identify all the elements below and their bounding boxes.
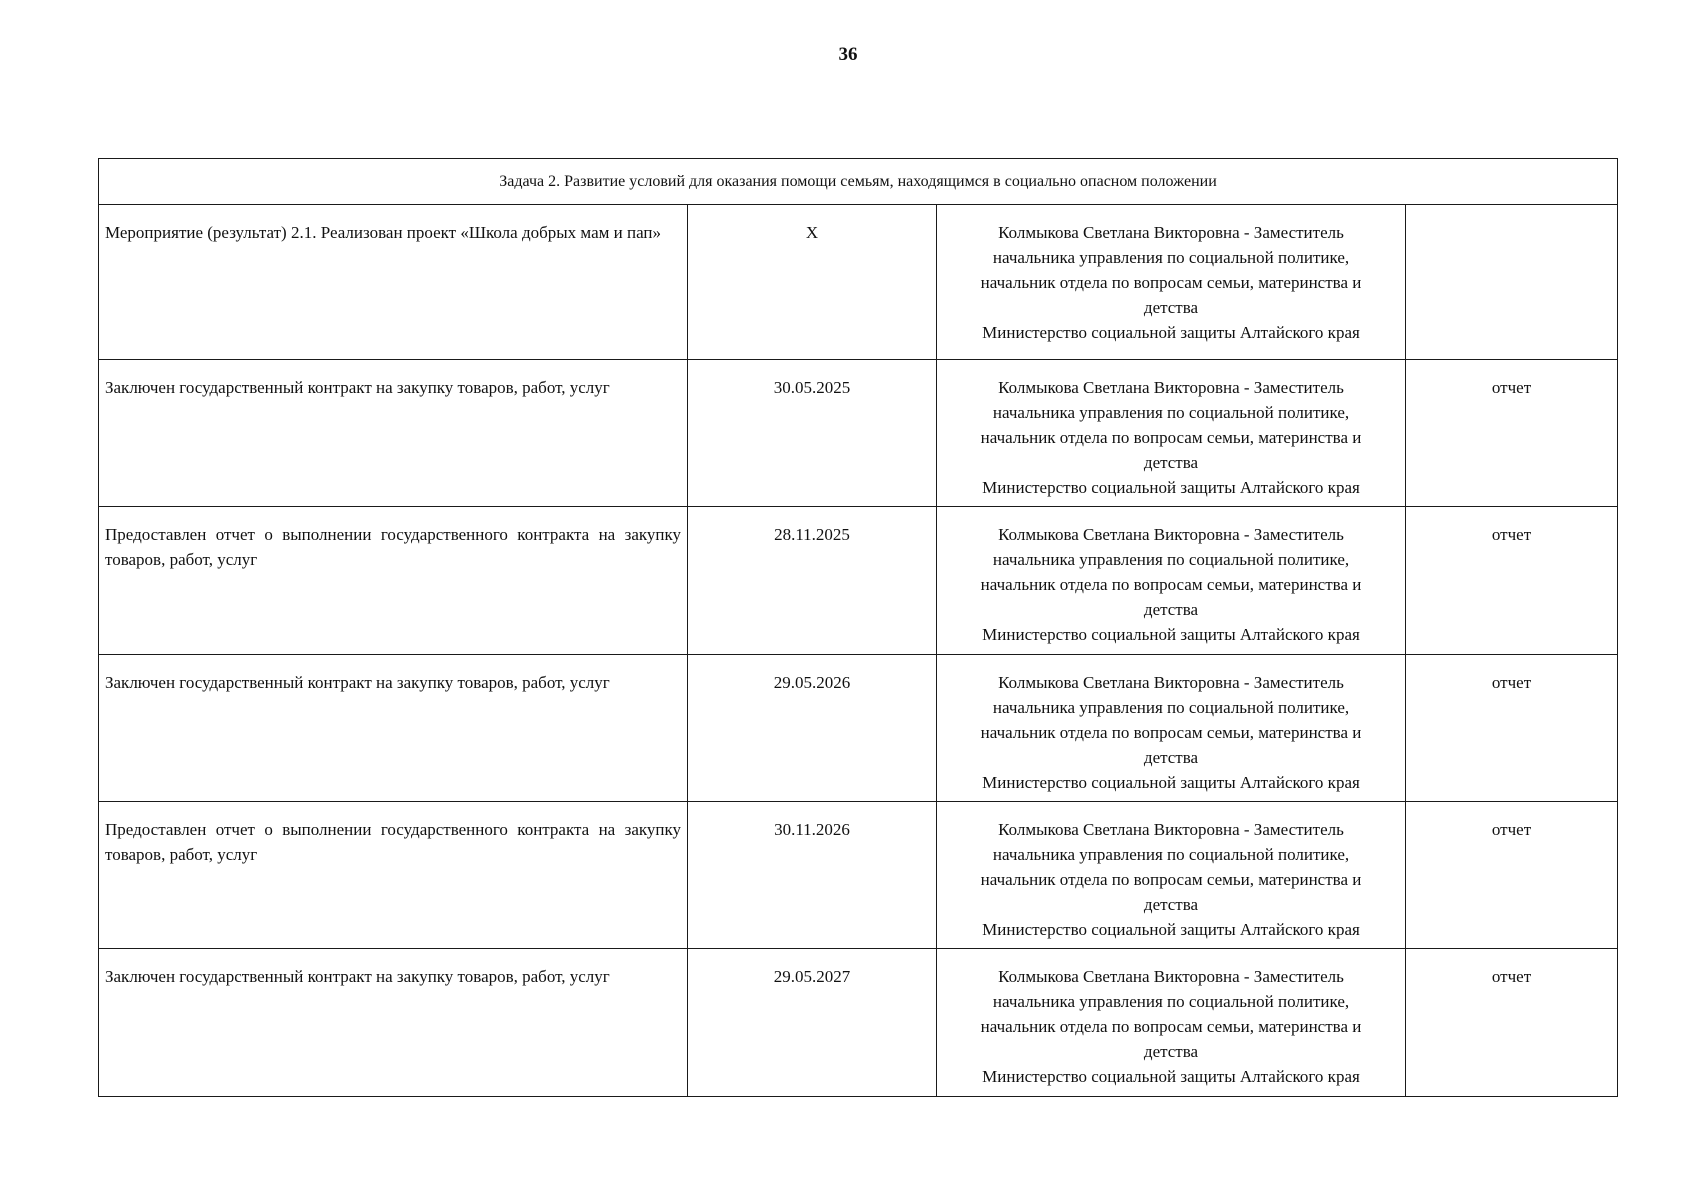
table-row: [99, 360, 1618, 507]
date-cell: 30.05.2025: [688, 360, 937, 507]
document-cell: отчет: [1406, 360, 1618, 507]
event-name-cell: Предоставлен отчет о выполнении государственного контракта на закупку товаров, работ, услуг: [99, 802, 688, 949]
document-cell: отчет: [1406, 802, 1618, 949]
responsible-line: детства: [1143, 1042, 1199, 1061]
event-name-cell: Заключен государственный контракт на закупку товаров, работ, услуг: [99, 360, 688, 507]
responsible-line: начальника управления по социальной политике,: [992, 550, 1350, 569]
event-name-cell: Заключен государственный контракт на закупку товаров, работ, услуг: [99, 655, 688, 802]
responsible-line: Колмыкова Светлана Викторовна - Заместитель: [998, 223, 1344, 242]
table-row: [99, 655, 1618, 802]
date-cell: 29.05.2026: [688, 655, 937, 802]
responsible-line: детства: [1143, 895, 1199, 914]
responsible-line: Министерство социальной защиты Алтайского края: [982, 478, 1360, 497]
date-cell: 30.11.2026: [688, 802, 937, 949]
responsible-line: Колмыкова Светлана Викторовна - Заместитель: [998, 525, 1344, 544]
responsible-line: начальник отдела по вопросам семьи, материнства и: [980, 1017, 1362, 1036]
responsible-line: начальника управления по социальной политике,: [992, 845, 1350, 864]
responsible-line: Министерство социальной защиты Алтайского края: [982, 920, 1360, 939]
date-cell: X: [688, 205, 937, 360]
responsible-line: Колмыкова Светлана Викторовна - Заместитель: [998, 820, 1344, 839]
responsible-line: начальник отдела по вопросам семьи, материнства и: [980, 723, 1362, 742]
responsible-line: Министерство социальной защиты Алтайского края: [982, 1067, 1360, 1086]
responsible-line: начальник отдела по вопросам семьи, материнства и: [980, 428, 1362, 447]
responsible-line: начальника управления по социальной политике,: [992, 248, 1350, 267]
document-cell: [1406, 205, 1618, 360]
event-name-cell: Мероприятие (результат) 2.1. Реализован проект «Школа добрых мам и пап»: [99, 205, 688, 360]
responsible-line: детства: [1143, 298, 1199, 317]
responsible-line: детства: [1143, 600, 1199, 619]
responsible-line: Колмыкова Светлана Викторовна - Заместитель: [998, 673, 1344, 692]
date-cell: 29.05.2027: [688, 949, 937, 1097]
responsible-line: Министерство социальной защиты Алтайского края: [982, 625, 1360, 644]
responsible-line: Колмыкова Светлана Викторовна - Заместитель: [998, 967, 1344, 986]
responsible-line: Министерство социальной защиты Алтайского края: [982, 773, 1360, 792]
responsible-cell: [937, 360, 1406, 507]
responsible-line: начальника управления по социальной политике,: [992, 992, 1350, 1011]
event-name-cell: Заключен государственный контракт на закупку товаров, работ, услуг: [99, 949, 688, 1097]
plan-table: [98, 158, 1618, 1097]
responsible-cell: [937, 655, 1406, 802]
responsible-line: начальника управления по социальной политике,: [992, 403, 1350, 422]
table-row: [99, 205, 1618, 360]
task-header-row: [99, 159, 1618, 205]
document-cell: отчет: [1406, 949, 1618, 1097]
responsible-cell: [937, 949, 1406, 1097]
table-row: [99, 802, 1618, 949]
responsible-line: детства: [1143, 453, 1199, 472]
date-cell: 28.11.2025: [688, 507, 937, 655]
responsible-line: начальника управления по социальной политике,: [992, 698, 1350, 717]
table-row: [99, 949, 1618, 1097]
responsible-line: начальник отдела по вопросам семьи, материнства и: [980, 870, 1362, 889]
event-name-cell: Предоставлен отчет о выполнении государственного контракта на закупку товаров, работ, услуг: [99, 507, 688, 655]
document-cell: отчет: [1406, 507, 1618, 655]
responsible-line: Министерство социальной защиты Алтайского края: [982, 323, 1360, 342]
responsible-cell: [937, 205, 1406, 360]
responsible-line: Колмыкова Светлана Викторовна - Заместитель: [998, 378, 1344, 397]
task-title: Задача 2. Развитие условий для оказания помощи семьям, находящимся в социально опасном положении: [99, 159, 1618, 205]
responsible-line: детства: [1143, 748, 1199, 767]
responsible-line: начальник отдела по вопросам семьи, материнства и: [980, 273, 1362, 292]
responsible-cell: [937, 802, 1406, 949]
responsible-cell: [937, 507, 1406, 655]
responsible-line: начальник отдела по вопросам семьи, материнства и: [980, 575, 1362, 594]
page-number: 36: [838, 44, 858, 65]
table-row: [99, 507, 1618, 655]
document-cell: отчет: [1406, 655, 1618, 802]
